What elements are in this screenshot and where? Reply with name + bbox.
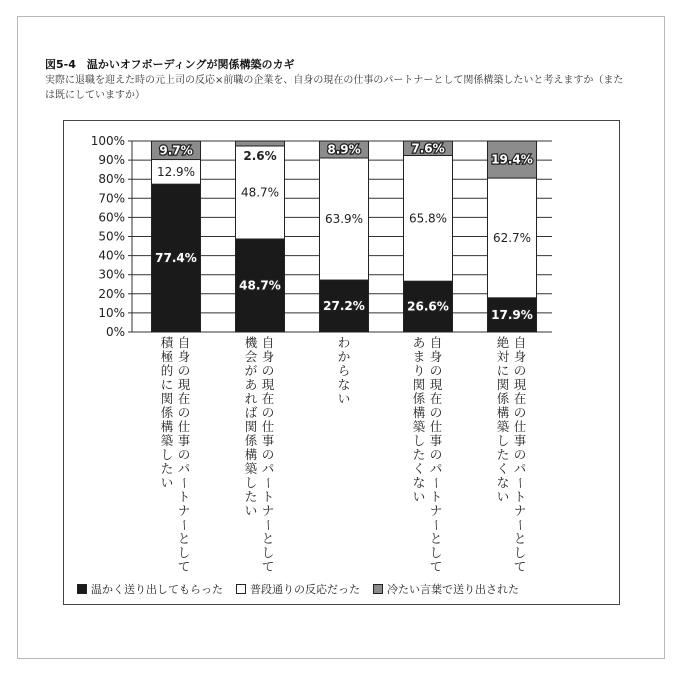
legend-swatch-usual — [236, 584, 246, 594]
x-category-char: し — [429, 545, 443, 560]
y-tick-label: 0% — [105, 325, 125, 339]
x-category-char: 身 — [429, 349, 443, 364]
x-category-char: と — [513, 531, 527, 546]
x-category-char: ナ — [429, 503, 443, 518]
x-category-char: ー — [513, 476, 528, 490]
x-category-char: ナ — [513, 503, 527, 518]
x-category-char: 築 — [244, 461, 258, 476]
data-label: 2.6% — [243, 148, 277, 163]
x-category-char: の — [429, 447, 443, 462]
legend-label-warm: 温かく送り出してもらった — [91, 583, 223, 596]
x-category-char: し — [496, 433, 510, 448]
figure-subtitle: 実際に退職を迎えた時の元上司の反応×前職の企業を、自身の現在の仕事のパートナーとして関係構築したいと考えますか（または既にしていますか） — [45, 75, 624, 101]
x-category-char: 身 — [513, 349, 527, 364]
x-category-char: パ — [177, 461, 191, 476]
x-category-char: 仕 — [513, 419, 527, 434]
x-category-char: ら — [337, 363, 351, 378]
x-category-char: の — [177, 447, 191, 462]
x-category-char: い — [412, 489, 426, 504]
x-category-char: し — [513, 545, 527, 560]
x-category-char: ま — [412, 349, 426, 364]
x-category-char: パ — [429, 461, 443, 476]
x-category-char: 構 — [244, 447, 258, 462]
x-category-char: く — [412, 461, 426, 476]
x-category-char: に — [160, 377, 174, 392]
x-category-char: が — [244, 363, 258, 378]
x-category-char: わ — [337, 335, 351, 350]
x-category-char: ー — [261, 476, 276, 490]
legend-swatch-cold — [373, 584, 383, 594]
x-category-char: 在 — [261, 391, 275, 406]
x-category-char: 対 — [496, 349, 510, 364]
x-category-char: て — [177, 559, 191, 574]
legend-item-usual — [236, 581, 360, 597]
x-category-char: の — [261, 405, 275, 420]
x-category-char: ー — [429, 476, 444, 490]
x-category-char: 事 — [513, 433, 527, 448]
legend-item-warm — [77, 581, 223, 597]
y-tick-label: 90% — [98, 153, 125, 168]
data-label: 62.7% — [492, 230, 532, 245]
data-label: 65.8% — [408, 211, 448, 226]
data-label: 12.9% — [156, 164, 196, 179]
x-category-char: 機 — [244, 335, 258, 350]
x-category-char: て — [261, 559, 275, 574]
figure-title: 図5-4 温かいオフボーディングが関係構築のカギ — [45, 58, 295, 71]
y-tick-label: 60% — [98, 210, 125, 225]
x-category-char: 身 — [261, 349, 275, 364]
x-category-char: 自 — [429, 335, 443, 350]
x-category-char: 極 — [160, 349, 174, 364]
x-category-char: て — [429, 559, 443, 574]
x-category-char: な — [337, 377, 351, 392]
x-category-char: の — [177, 405, 191, 420]
x-category-char: ナ — [177, 503, 191, 518]
x-category-char: く — [496, 461, 510, 476]
legend-label-usual: 普段通りの反応だった — [250, 583, 360, 596]
x-category-char: 仕 — [261, 419, 275, 434]
x-category-char: 係 — [244, 433, 258, 448]
data-label: 27.2% — [323, 299, 365, 314]
x-category-char: の — [261, 363, 275, 378]
x-category-char: 現 — [177, 377, 191, 392]
x-category-char: あ — [412, 335, 426, 350]
data-label: 8.9% — [327, 142, 361, 157]
x-category-char: て — [513, 559, 527, 574]
x-category-char: 身 — [177, 349, 191, 364]
y-tick-label: 100% — [90, 134, 125, 148]
x-category-char: 在 — [177, 391, 191, 406]
y-tick-label: 20% — [98, 286, 125, 301]
x-category-char: ー — [429, 518, 444, 532]
x-category-char: 在 — [513, 391, 527, 406]
x-category-char: の — [513, 447, 527, 462]
x-category-char: パ — [261, 461, 275, 476]
x-category-char: に — [496, 363, 510, 378]
y-tick-label: 80% — [98, 172, 125, 187]
x-category-char: 関 — [160, 391, 174, 406]
x-category-char: 現 — [429, 377, 443, 392]
x-category-char: の — [513, 405, 527, 420]
x-category-char: 構 — [496, 405, 510, 420]
x-category-char: 関 — [412, 377, 426, 392]
x-category-char: ト — [513, 489, 527, 504]
data-label: 9.7% — [159, 143, 193, 158]
data-label: 63.9% — [324, 212, 364, 227]
y-tick-label: 10% — [98, 305, 125, 320]
x-category-char: し — [160, 447, 174, 462]
x-category-char: 事 — [429, 433, 443, 448]
x-category-char: 自 — [177, 335, 191, 350]
x-category-char: の — [261, 447, 275, 462]
x-category-char: ト — [177, 489, 191, 504]
x-category-char: な — [496, 475, 510, 490]
x-category-char: 会 — [244, 349, 258, 364]
x-category-char: パ — [513, 461, 527, 476]
x-category-char: た — [412, 447, 426, 462]
x-category-char: 関 — [496, 377, 510, 392]
x-category-char: い — [337, 391, 351, 406]
x-category-char: 自 — [513, 335, 527, 350]
y-tick-label: 30% — [98, 267, 125, 282]
x-category-char: 事 — [177, 433, 191, 448]
x-category-char: し — [177, 545, 191, 560]
legend-label-cold: 冷たい言葉で送り出された — [387, 583, 519, 596]
x-category-char: ー — [513, 518, 528, 532]
x-category-char: ば — [244, 405, 258, 420]
x-category-char: 現 — [261, 377, 275, 392]
x-category-char: 自 — [261, 335, 275, 350]
x-category-char: 仕 — [429, 419, 443, 434]
x-category-char: の — [177, 363, 191, 378]
x-category-char: の — [513, 363, 527, 378]
x-category-char: い — [160, 475, 174, 490]
data-label: 26.6% — [407, 299, 449, 314]
x-category-char: な — [412, 475, 426, 490]
x-category-char: 築 — [160, 433, 174, 448]
x-category-char: ー — [177, 518, 192, 532]
x-category-char: ナ — [261, 503, 275, 518]
legend-item-cold — [373, 581, 519, 597]
x-category-char: 在 — [429, 391, 443, 406]
bar-segment — [236, 141, 285, 146]
data-label: 48.7% — [240, 185, 280, 200]
data-label: 17.9% — [491, 307, 533, 322]
x-category-char: い — [496, 489, 510, 504]
x-category-char: あ — [244, 377, 258, 392]
x-category-char: の — [429, 363, 443, 378]
x-category-char: ー — [261, 518, 276, 532]
x-category-char: と — [429, 531, 443, 546]
x-category-char: ー — [177, 476, 192, 490]
x-category-char: 積 — [160, 335, 174, 350]
x-category-char: と — [261, 531, 275, 546]
legend-swatch-warm — [77, 584, 87, 594]
x-category-char: と — [177, 531, 191, 546]
x-category-char: 係 — [160, 405, 174, 420]
x-category-char: り — [412, 363, 426, 378]
data-label: 77.4% — [155, 251, 197, 266]
x-category-char: ト — [429, 489, 443, 504]
x-category-char: 係 — [412, 391, 426, 406]
x-category-char: し — [261, 545, 275, 560]
x-category-char: し — [244, 475, 258, 490]
x-category-char: か — [337, 349, 351, 364]
x-category-char: た — [244, 489, 258, 504]
y-tick-label: 50% — [98, 229, 125, 244]
x-category-char: 係 — [496, 391, 510, 406]
x-category-char: し — [412, 433, 426, 448]
x-category-char: た — [160, 461, 174, 476]
x-category-char: 事 — [261, 433, 275, 448]
y-tick-label: 40% — [98, 248, 125, 263]
x-category-char: 築 — [496, 419, 510, 434]
x-category-char: 築 — [412, 419, 426, 434]
x-category-char: 絶 — [496, 335, 510, 350]
x-category-char: の — [429, 405, 443, 420]
x-category-char: た — [496, 447, 510, 462]
data-label: 7.6% — [411, 141, 445, 156]
x-category-char: 仕 — [177, 419, 191, 434]
x-category-char: 関 — [244, 419, 258, 434]
chart-legend — [77, 581, 532, 597]
data-label: 19.4% — [491, 152, 533, 167]
x-category-char: ト — [261, 489, 275, 504]
x-category-char: 構 — [412, 405, 426, 420]
x-category-char: い — [244, 503, 258, 518]
x-category-char: 現 — [513, 377, 527, 392]
x-category-char: 構 — [160, 419, 174, 434]
y-tick-label: 70% — [98, 191, 125, 206]
data-label: 48.7% — [239, 278, 281, 293]
x-category-char: れ — [244, 391, 258, 406]
x-category-char: 的 — [160, 363, 174, 378]
